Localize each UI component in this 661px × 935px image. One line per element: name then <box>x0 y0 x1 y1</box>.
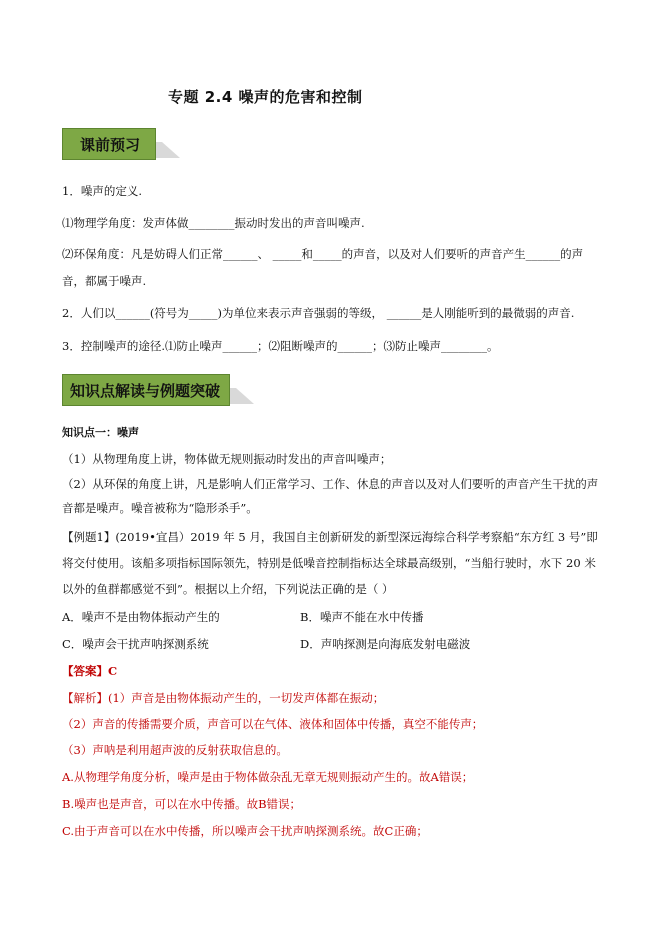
banner-shadow-tip <box>236 388 254 404</box>
preview-q1: 1．噪声的定义. <box>62 184 142 198</box>
example-line3: 以外的鱼群都感觉不到”。根据以上介绍，下列说法正确的是（ ） <box>62 582 394 596</box>
analysis-c: C.由于声音可以在水中传播，所以噪声会干扰声呐探测系统。故C正确； <box>62 824 428 838</box>
option-a: A．噪声不是由物体振动产生的 <box>62 610 220 624</box>
preview-q1a: ⑴物理学角度：发声体做________振动时发出的声音叫噪声. <box>62 216 365 230</box>
knowledge-p2-line1: （2）从环保的角度上讲，凡是影响人们正常学习、工作、休息的声音以及对人们要听的声音产生干扰的声 <box>62 477 599 491</box>
example-line2: 将交付使用。该船多项指标国际领先，特别是低噪音控制指标达全球最高级别，“当船行驶时，水下 20 米 <box>62 556 596 570</box>
option-d: D．声呐探测是向海底发射电磁波 <box>300 637 471 651</box>
option-b: B．噪声不能在水中传播 <box>300 610 424 624</box>
knowledge-p2-line2: 音都是噪声。噪音被称为“隐形杀手”。 <box>62 501 258 515</box>
analysis-a: A.从物理学角度分析，噪声是由于物体做杂乱无章无规则振动产生的。故A错误； <box>62 770 474 784</box>
answer: 【答案】C <box>62 664 118 678</box>
page-title: 专题 2.4 噪声的危害和控制 <box>168 88 363 106</box>
analysis-3: （3）声呐是利用超声波的反射获取信息的。 <box>62 743 288 757</box>
knowledge-p1: （1）从物理角度上讲，物体做无规则振动时发出的声音叫噪声； <box>62 452 392 466</box>
example-line1: 【例题1】(2019•宜昌）2019 年 5 月，我国自主创新研发的新型深远海综合科学考察船“东方红 3 号”即 <box>62 530 598 544</box>
banner-label: 课前预习 <box>80 136 141 154</box>
banner-shadow-tip <box>162 142 180 158</box>
analysis-b: B.噪声也是声音，可以在水中传播。故B错误； <box>62 797 302 811</box>
preview-q1b-line2: 音，都属于噪声. <box>62 274 147 288</box>
option-c: C．噪声会干扰声呐探测系统 <box>62 637 209 651</box>
section-banner-knowledge <box>62 374 262 406</box>
section-banner-preview <box>62 128 180 160</box>
preview-q3: 3．控制噪声的途径.⑴防止噪声______；⑵阻断噪声的______；⑶防止噪声________。 <box>62 339 499 353</box>
preview-q2: 2．人们以______(符号为_____)为单位来表示声音强弱的等级， ______是人刚能听到的最微弱的声音. <box>62 306 575 320</box>
analysis-1: 【解析】(1）声音是由物体振动产生的，一切发声体都在振动； <box>62 691 385 705</box>
banner-label: 知识点解读与例题突破 <box>70 382 221 400</box>
preview-q1b-line1: ⑵环保角度：凡是妨碍人们正常______、 _____和_____的声音，以及对人们要听的声音产生______的声 <box>62 247 584 261</box>
analysis-2: （2）声音的传播需要介质，声音可以在气体、液体和固体中传播，真空不能传声； <box>62 717 484 731</box>
knowledge-heading: 知识点一：噪声 <box>62 426 139 439</box>
